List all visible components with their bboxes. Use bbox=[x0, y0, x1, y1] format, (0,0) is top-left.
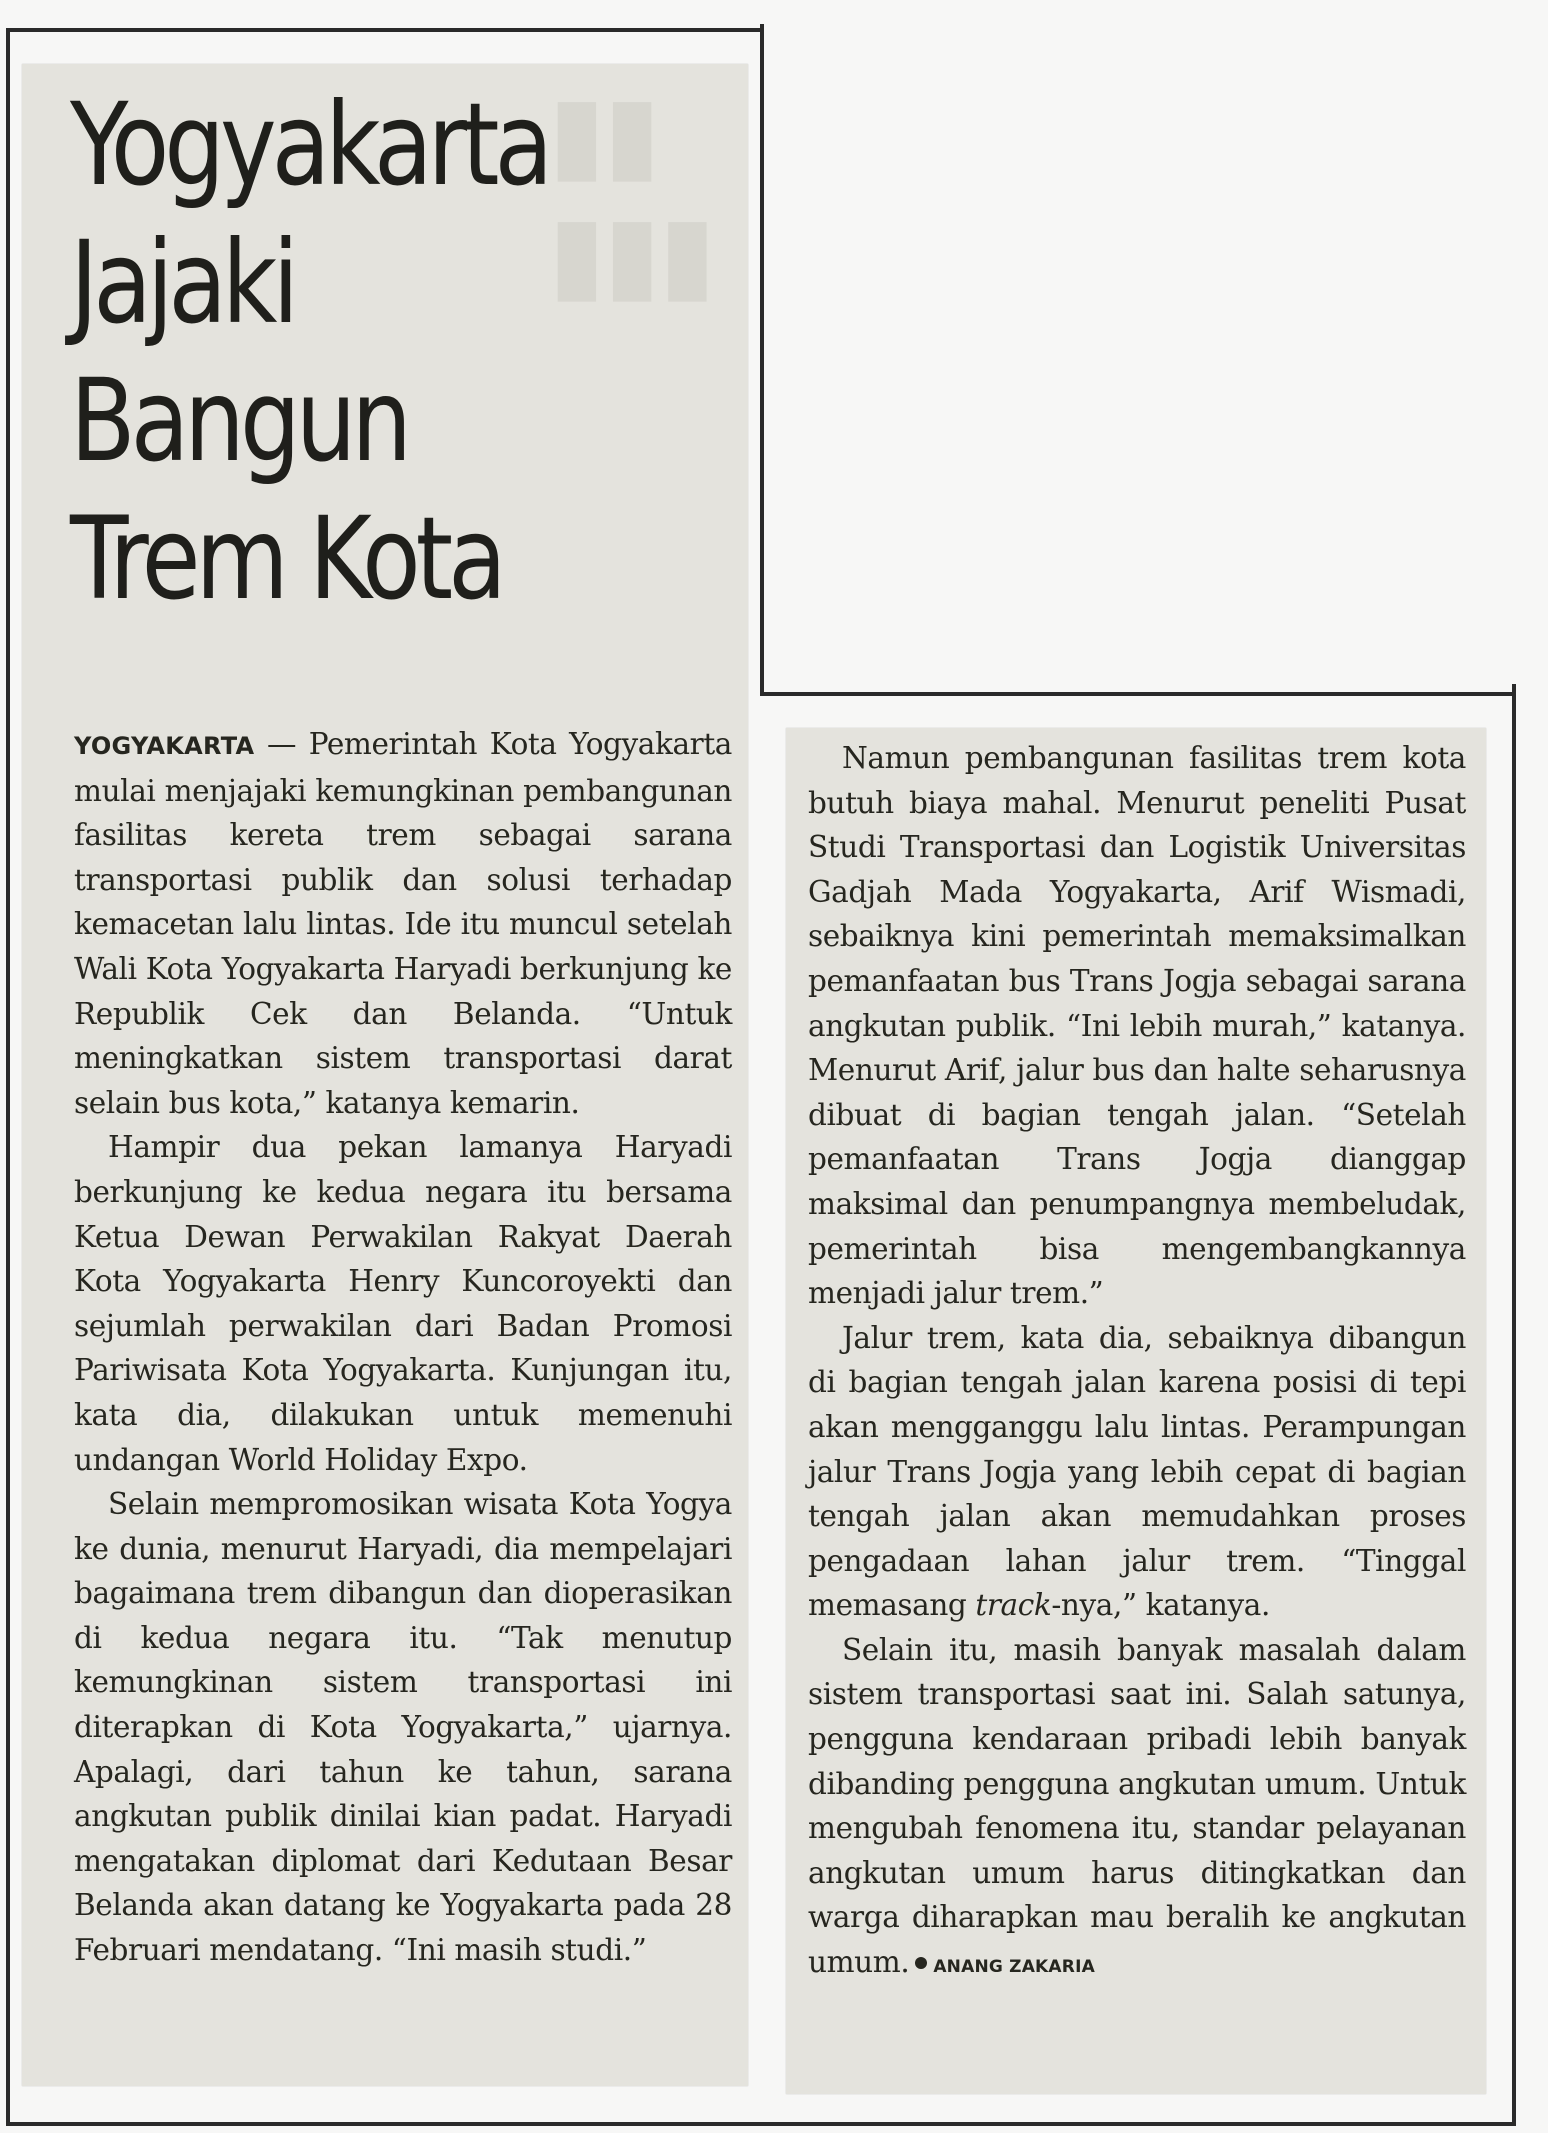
article-column-right bbox=[808, 736, 1466, 1990]
frame-line-top bbox=[6, 28, 764, 32]
headline-line-2: Jajaki bbox=[70, 216, 295, 349]
clipping-left-column bbox=[22, 64, 748, 2086]
paragraph-5-text-b: -nya,” katanya. bbox=[1051, 1588, 1270, 1623]
paragraph-5-italic: track bbox=[975, 1588, 1052, 1623]
frame-line-right bbox=[1512, 684, 1516, 2124]
bleed-through-decoration: ▮▮ ▮▮▮ bbox=[548, 72, 714, 314]
paragraph-6-text: Selain itu, masih banyak masalah dalam sistem transportasi saat ini. Salah satunya, pengguna kendaraan pribadi lebih banyak dibanding pengguna angkutan umum. Untuk mengubah fenomena itu, standar pelayanan angkutan umum harus ditingkatkan dan warga diharapkan mau beralih ke angkutan umum. bbox=[808, 1632, 1466, 1980]
paragraph-1-text: Pemerintah Kota Yogyakarta mulai menjajaki kemungkinan pembangunan fasilitas kereta trem sebagai sarana transportasi publik dan solusi terhadap kemacetan lalu lintas. Ide itu muncul setelah Wali Kota Yogyakarta Haryadi berkunjung ke Republik Cek dan Belanda. “Untuk meningkatkan sistem transportasi darat selain bus kota,” katanya kemarin. bbox=[74, 727, 732, 1120]
byline-bullet-icon bbox=[915, 1957, 927, 1969]
frame-line-middle-horizontal bbox=[760, 692, 1516, 696]
paragraph-5-text-a: Jalur trem, kata dia, sebaiknya dibangun di bagian tengah jalan karena posisi di tepi akan mengganggu lalu lintas. Perampungan jalur Trans Jogja yang lebih cepat di bagian tengah jalan akan memudahkan proses pengadaan lahan jalur trem. “Tinggal memasang bbox=[808, 1320, 1466, 1623]
dateline-dash: — bbox=[254, 727, 309, 761]
frame-line-left bbox=[6, 28, 10, 2126]
headline-line-4: Trem Kota bbox=[70, 492, 502, 625]
paragraph-6 bbox=[808, 1628, 1466, 1990]
byline: ANANG ZAKARIA bbox=[933, 1957, 1095, 1978]
dateline: YOGYAKARTA bbox=[74, 732, 255, 760]
clipping-right-column bbox=[786, 728, 1486, 2094]
paragraph-4: Namun pembangunan fasilitas trem kota butuh biaya mahal. Menurut peneliti Pusat Studi Transportasi dan Logistik Universitas Gadjah Mada Yogyakarta, Arif Wismadi, sebaiknya kini pemerintah memaksimalkan pemanfaatan bus Trans Jogja sebagai sarana angkutan publik. “Ini lebih murah,” katanya. Menurut Arif, jalur bus dan halte seharusnya dibuat di bagian tengah jalan. “Setelah pemanfaatan Trans Jogja dianggap maksimal dan penumpangnya membeludak, pemerintah bisa mengembangkannya menjadi jalur trem.” bbox=[808, 741, 1466, 1311]
paragraph-5 bbox=[808, 1316, 1466, 1628]
frame-line-bottom bbox=[6, 2122, 1516, 2126]
paragraph-2: Hampir dua pekan lamanya Haryadi berkunjung ke kedua negara itu bersama Ketua Dewan Perwakilan Rakyat Daerah Kota Yogyakarta Henry Kuncoroyekti dan sejumlah perwakilan dari Badan Promosi Pariwisata Kota Yogyakarta. Kunjungan itu, kata dia, dilakukan untuk memenuhi undangan World Holiday Expo. bbox=[74, 1130, 732, 1477]
frame-line-middle-vertical bbox=[760, 24, 764, 696]
paragraph-3: Selain mempromosikan wisata Kota Yogya ke dunia, menurut Haryadi, dia mempelajari bagaimana trem dibangun dan dioperasikan di kedua negara itu. “Tak menutup kemungkinan sistem transportasi ini diterapkan di Kota Yogyakarta,” ujarnya. Apalagi, dari tahun ke tahun, sarana angkutan publik dinilai kian padat. Haryadi mengatakan diplomat dari Kedutaan Besar Belanda akan datang ke Yogyakarta pada 28 Februari mendatang. “Ini masih studi.” bbox=[74, 1487, 732, 1968]
article-column-left bbox=[74, 722, 732, 1973]
headline-line-1: Yogyakarta bbox=[70, 78, 549, 211]
paragraph-1 bbox=[74, 722, 732, 1125]
headline bbox=[70, 76, 608, 628]
headline-line-3: Bangun bbox=[70, 354, 407, 487]
